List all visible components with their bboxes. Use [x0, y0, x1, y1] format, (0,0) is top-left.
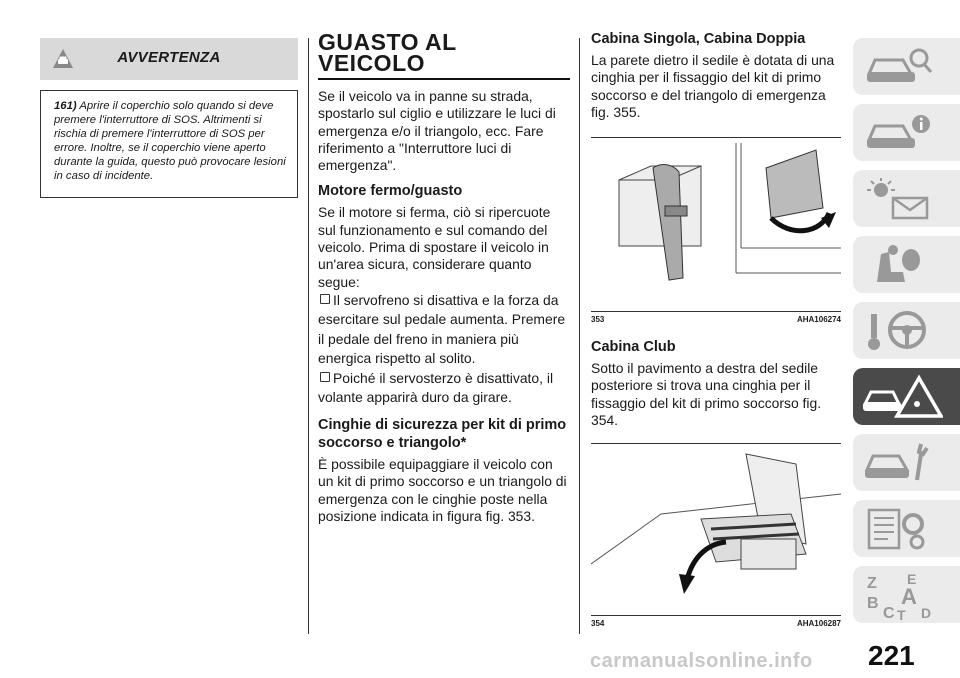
specifications-icon: [863, 506, 933, 552]
section-title-line1: GUASTO AL: [318, 29, 457, 55]
section-title-line2: VEICOLO: [318, 50, 426, 76]
figure-354-floor-belt: [591, 444, 841, 610]
warning-body: [40, 90, 298, 198]
breakdown-section: [318, 29, 570, 525]
bullet-item: [318, 291, 570, 369]
engine-paragraph: Se il motore si ferma, ciò si ripercuote sul funzionamento e sul comando del veicolo. Prima di spostare il veicolo in un'area sicura, considerare quanto segue:: [318, 204, 551, 290]
single-cab-paragraph: La parete dietro il sedile è dotata di una cinghia per il fissaggio del kit di primo soccorso e del triangolo di emergenza fig. 355.: [591, 52, 835, 120]
title-rule: [318, 78, 570, 80]
airbag-seat-icon: [863, 242, 933, 288]
bullet-item: [318, 369, 570, 408]
heading-belts: Cinghie di sicurezza per kit di primo soccorso e triangolo*: [318, 416, 567, 451]
figure-353-belt-wall: [591, 138, 841, 306]
index-letter: Z: [867, 575, 877, 592]
tab-car-search[interactable]: [853, 38, 960, 95]
bullet-text: Poiché il servosterzo è disattivato, il volante apparirà duro da girare.: [318, 369, 554, 406]
index-letter: B: [867, 595, 879, 612]
bullet-icon: [320, 294, 330, 304]
index-letter: E: [907, 572, 917, 587]
page-number: 221: [868, 640, 915, 671]
tab-car-maintenance[interactable]: [853, 434, 960, 491]
tab-car-info[interactable]: [853, 104, 960, 161]
figure-code: AHA106287: [796, 619, 841, 629]
breakdown-warning-icon: [863, 374, 943, 420]
car-search-icon: [863, 44, 933, 90]
tab-specifications[interactable]: [853, 500, 960, 557]
bullet-icon: [320, 372, 330, 382]
heading-engine: Motore fermo/guasto: [318, 183, 463, 200]
index-letter: A: [901, 584, 917, 609]
figure-number: 353: [591, 315, 605, 325]
key-steering-icon: [863, 308, 933, 354]
index-letters-icon: [863, 572, 943, 622]
tab-lights-message[interactable]: [853, 170, 960, 227]
car-info-icon: [863, 110, 933, 156]
watermark: carmanualsonline.info: [590, 650, 813, 672]
tab-key-steering[interactable]: [853, 302, 960, 359]
intro-paragraph: Se il veicolo va in panne su strada, spostarlo sul ciglio e utilizzare le luci di emergenza e/o il triangolo, ecc. Fare riferimento a "Interruttore luci di emergenza".: [318, 88, 556, 174]
belts-paragraph: È possibile equipaggiare il veicolo con un kit di primo soccorso e un triangolo di emergenza con le cinghie poste nella posizione indicata in figura fig. 353.: [318, 455, 567, 524]
warning-note-text: Aprire il coperchio solo quando si deve premere l'interruttore di SOS. Altrimenti si rischia di premere l'interruttore di SOS per errore. Inoltre, se il coperchio viene aperto durante la guida, questo può provocare lesioni in caso di incidente.: [54, 100, 286, 182]
bullet-text: Il servofreno si disattiva e la forza da esercitare sul pedale aumenta. Premere il pedale del freno in maniera più energica rispetto al solito.: [318, 291, 566, 367]
tab-index[interactable]: [853, 566, 960, 623]
column-divider: [308, 38, 309, 634]
lights-message-icon: [863, 176, 933, 222]
right-column: [591, 30, 841, 628]
figure-354-caption: [591, 619, 841, 628]
heading-club-cab: Cabina Club: [591, 339, 676, 356]
warning-title: AVVERTENZA: [117, 49, 221, 66]
figure-code: AHA106274: [796, 315, 841, 325]
tab-airbag-seat[interactable]: [853, 236, 960, 293]
car-maintenance-icon: [863, 440, 933, 486]
warning-header: [40, 38, 298, 80]
figure-rule: [591, 311, 841, 312]
column-divider: [579, 38, 580, 634]
heading-single-cab: Cabina Singola, Cabina Doppia: [591, 31, 806, 47]
club-cab-paragraph: Sotto il pavimento a destra del sedile posteriore si trova una cinghia per il fissaggio del kit di primo soccorso fig. 354.: [591, 360, 822, 429]
figure-rule: [591, 615, 841, 616]
figure-number: 354: [591, 619, 605, 629]
index-letter: C: [883, 605, 895, 622]
tab-breakdown[interactable]: [853, 368, 960, 425]
warning-note-number: 161): [54, 100, 77, 112]
index-letter: D: [921, 605, 932, 621]
index-letter: T: [897, 607, 906, 622]
figure-353-caption: [591, 315, 841, 324]
